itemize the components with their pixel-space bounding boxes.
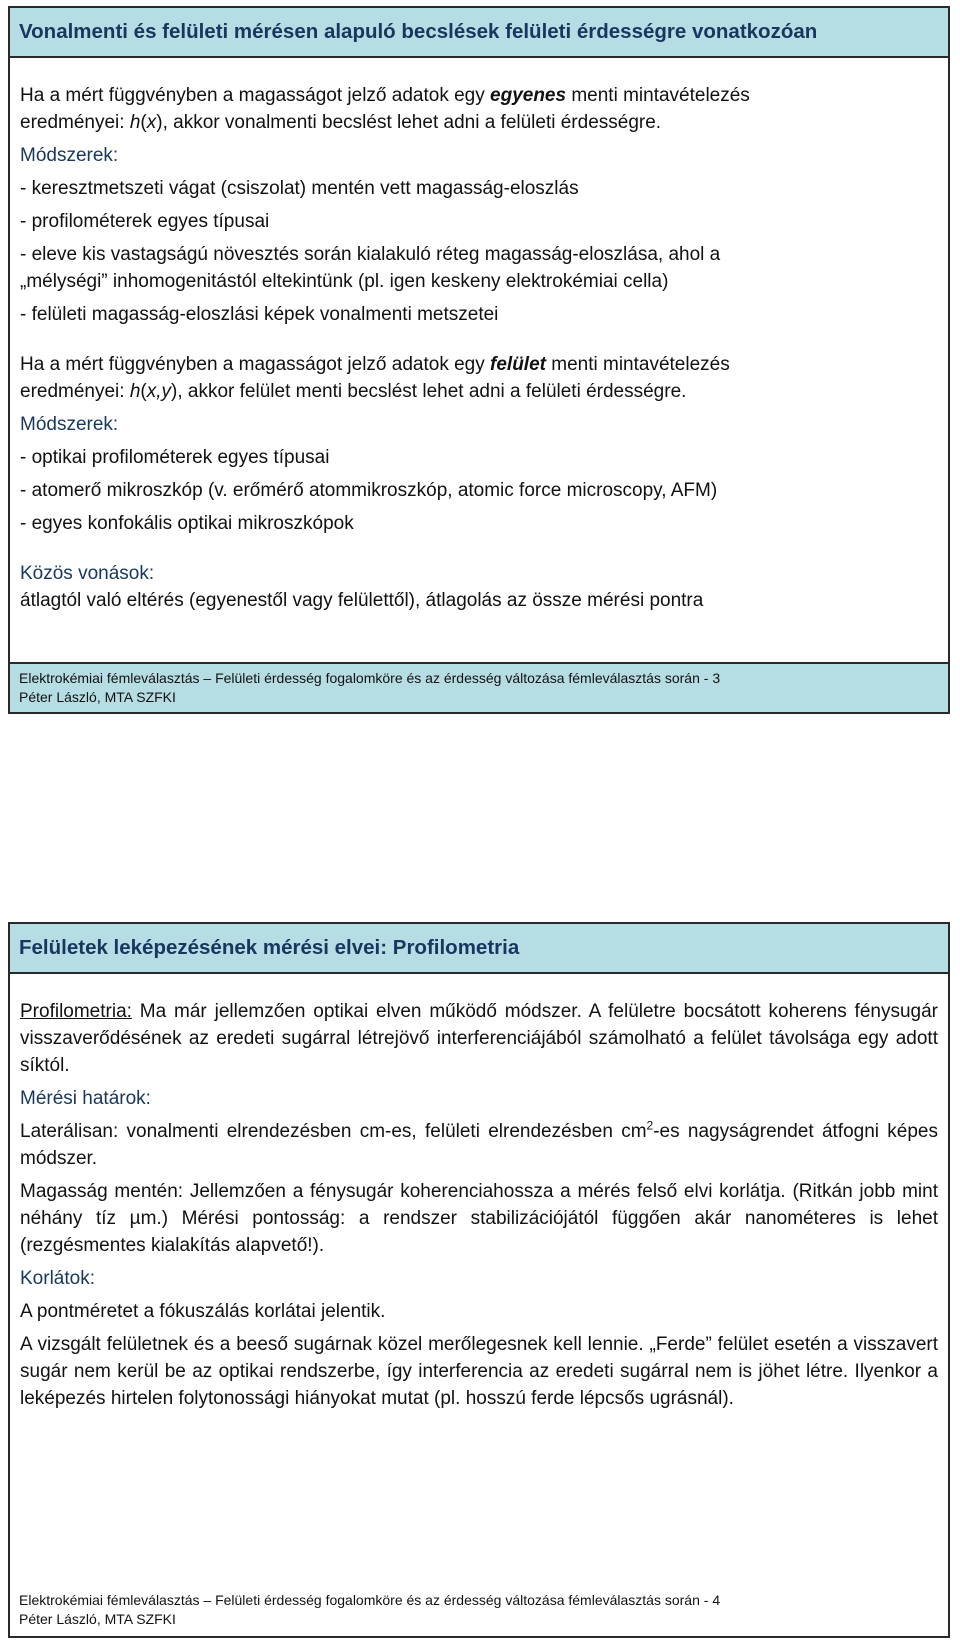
profilometry-intro: Profilometria: Ma már jellemzően optikai elven működő módszer. A felületre bocsátott koherens fénysugár visszaverődésének az eredeti sugárral létrejövő interferenciájából számolható a felület távolsága egy adott síktól. bbox=[20, 1001, 938, 1076]
methods-heading-line: Módszerek: bbox=[20, 145, 119, 166]
method-item: - egyes konfokális optikai mikroszkópok bbox=[20, 513, 354, 534]
method-item-continuation: „mélységi” inhomogenitástól eltekintünk (pl. igen keskeny elektrokémiai cella) bbox=[20, 271, 669, 292]
footer-course-line: Elektrokémiai fémleválasztás – Felületi érdesség fogalomköre és az érdesség változása fémleválasztás során - 4 bbox=[19, 1592, 721, 1608]
slide-3-title-bar bbox=[10, 8, 948, 58]
surface-definition-paragraph: Ha a mért függvényben a magasságot jelző adatok egy felület menti mintavételezés eredményei: h(x,y), akkor felület menti becslést lehet adni a felületi érdességre. bbox=[20, 354, 730, 402]
methods-heading-surface: Módszerek: bbox=[20, 414, 119, 435]
line-definition-paragraph: Ha a mért függvényben a magasságot jelző adatok egy egyenes menti mintavételezés eredményei: h(x), akkor vonalmenti becslést lehet adni a felületi érdességre. bbox=[20, 85, 750, 133]
slide-4-title-bar bbox=[10, 924, 948, 974]
constraint-spot-size: A pontméretet a fókuszálás korlátai jelentik. bbox=[20, 1301, 386, 1322]
slide-3-body bbox=[20, 82, 938, 614]
slide-3-title: Vonalmenti és felületi mérésen alapuló becslések felületi érdességre vonatkozóan bbox=[19, 20, 818, 43]
method-item: - felületi magasság-eloszlási képek vonalmenti metszetei bbox=[20, 304, 499, 325]
lateral-limit-text: Laterálisan: vonalmenti elrendezésben cm-es, felületi elrendezésben $cm^2-es$ nagyságrendet átfogni képes módszer. bbox=[20, 1118, 938, 1169]
footer-author-line: Péter László, MTA SZFKI bbox=[19, 1611, 176, 1627]
common-features-heading: Közös vonások: bbox=[20, 563, 155, 584]
height-limit-text: Magasság mentén: Jellemzően a fénysugár koherenciahossza a mérés felső elvi korlátja. (Ritkán jobb mint néhány tíz µm.) Mérési pontosság: a rendszer stabilizációjától függően akár nanométeres is lehet (rezgésmentes kialakítás alapvető!). bbox=[20, 1181, 938, 1256]
constraints-heading: Korlátok: bbox=[20, 1268, 95, 1289]
slide-4 bbox=[8, 922, 950, 1638]
constraint-perpendicular: A vizsgált felületnek és a beeső sugárnak közel merőlegesnek kell lennie. „Ferde” felület esetén a visszavert sugár nem kerül be az optikai rendszerbe, így interferencia az eredeti sugárral nem is jöhet létre. Ilyenkor a leképezés hirtelen folytonossági hiányokat mutat (pl. hosszú ferde lépcsős ugrásnál). bbox=[20, 1334, 938, 1409]
footer-course-line: Elektrokémiai fémleválasztás – Felületi érdesség fogalomköre és az érdesség változása fémleválasztás során - 3 bbox=[19, 670, 721, 686]
slide-4-body bbox=[20, 998, 938, 1412]
footer-author-line: Péter László, MTA SZFKI bbox=[19, 689, 176, 705]
profilometry-label: Profilometria: bbox=[20, 1001, 132, 1022]
method-item: - optikai profilométerek egyes típusai bbox=[20, 447, 330, 468]
method-item: - atomerő mikroszkóp (v. erőmérő atommikroszkóp, atomic force microscopy, AFM) bbox=[20, 480, 718, 501]
emphasis-egyenes: egyenes bbox=[490, 85, 567, 106]
method-item: - keresztmetszeti vágat (csiszolat) mentén vett magasság-eloszlás bbox=[20, 178, 579, 199]
common-features-text: átlagtól való eltérés (egyenestől vagy felülettől), átlagolás az össze mérési pontra bbox=[20, 590, 704, 611]
emphasis-felulet: felület bbox=[490, 354, 546, 375]
slide-3 bbox=[8, 6, 950, 714]
slide-3-footer bbox=[10, 662, 948, 712]
method-item: - eleve kis vastagságú növesztés során kialakuló réteg magasság-eloszlása, ahol a bbox=[20, 244, 721, 265]
slide-4-title: Felületek leképezésének mérési elvei: Profilometria bbox=[19, 936, 520, 959]
measurement-limits-heading: Mérési határok: bbox=[20, 1088, 151, 1109]
method-item: - profilométerek egyes típusai bbox=[20, 211, 270, 232]
slide-4-footer bbox=[10, 1586, 948, 1636]
